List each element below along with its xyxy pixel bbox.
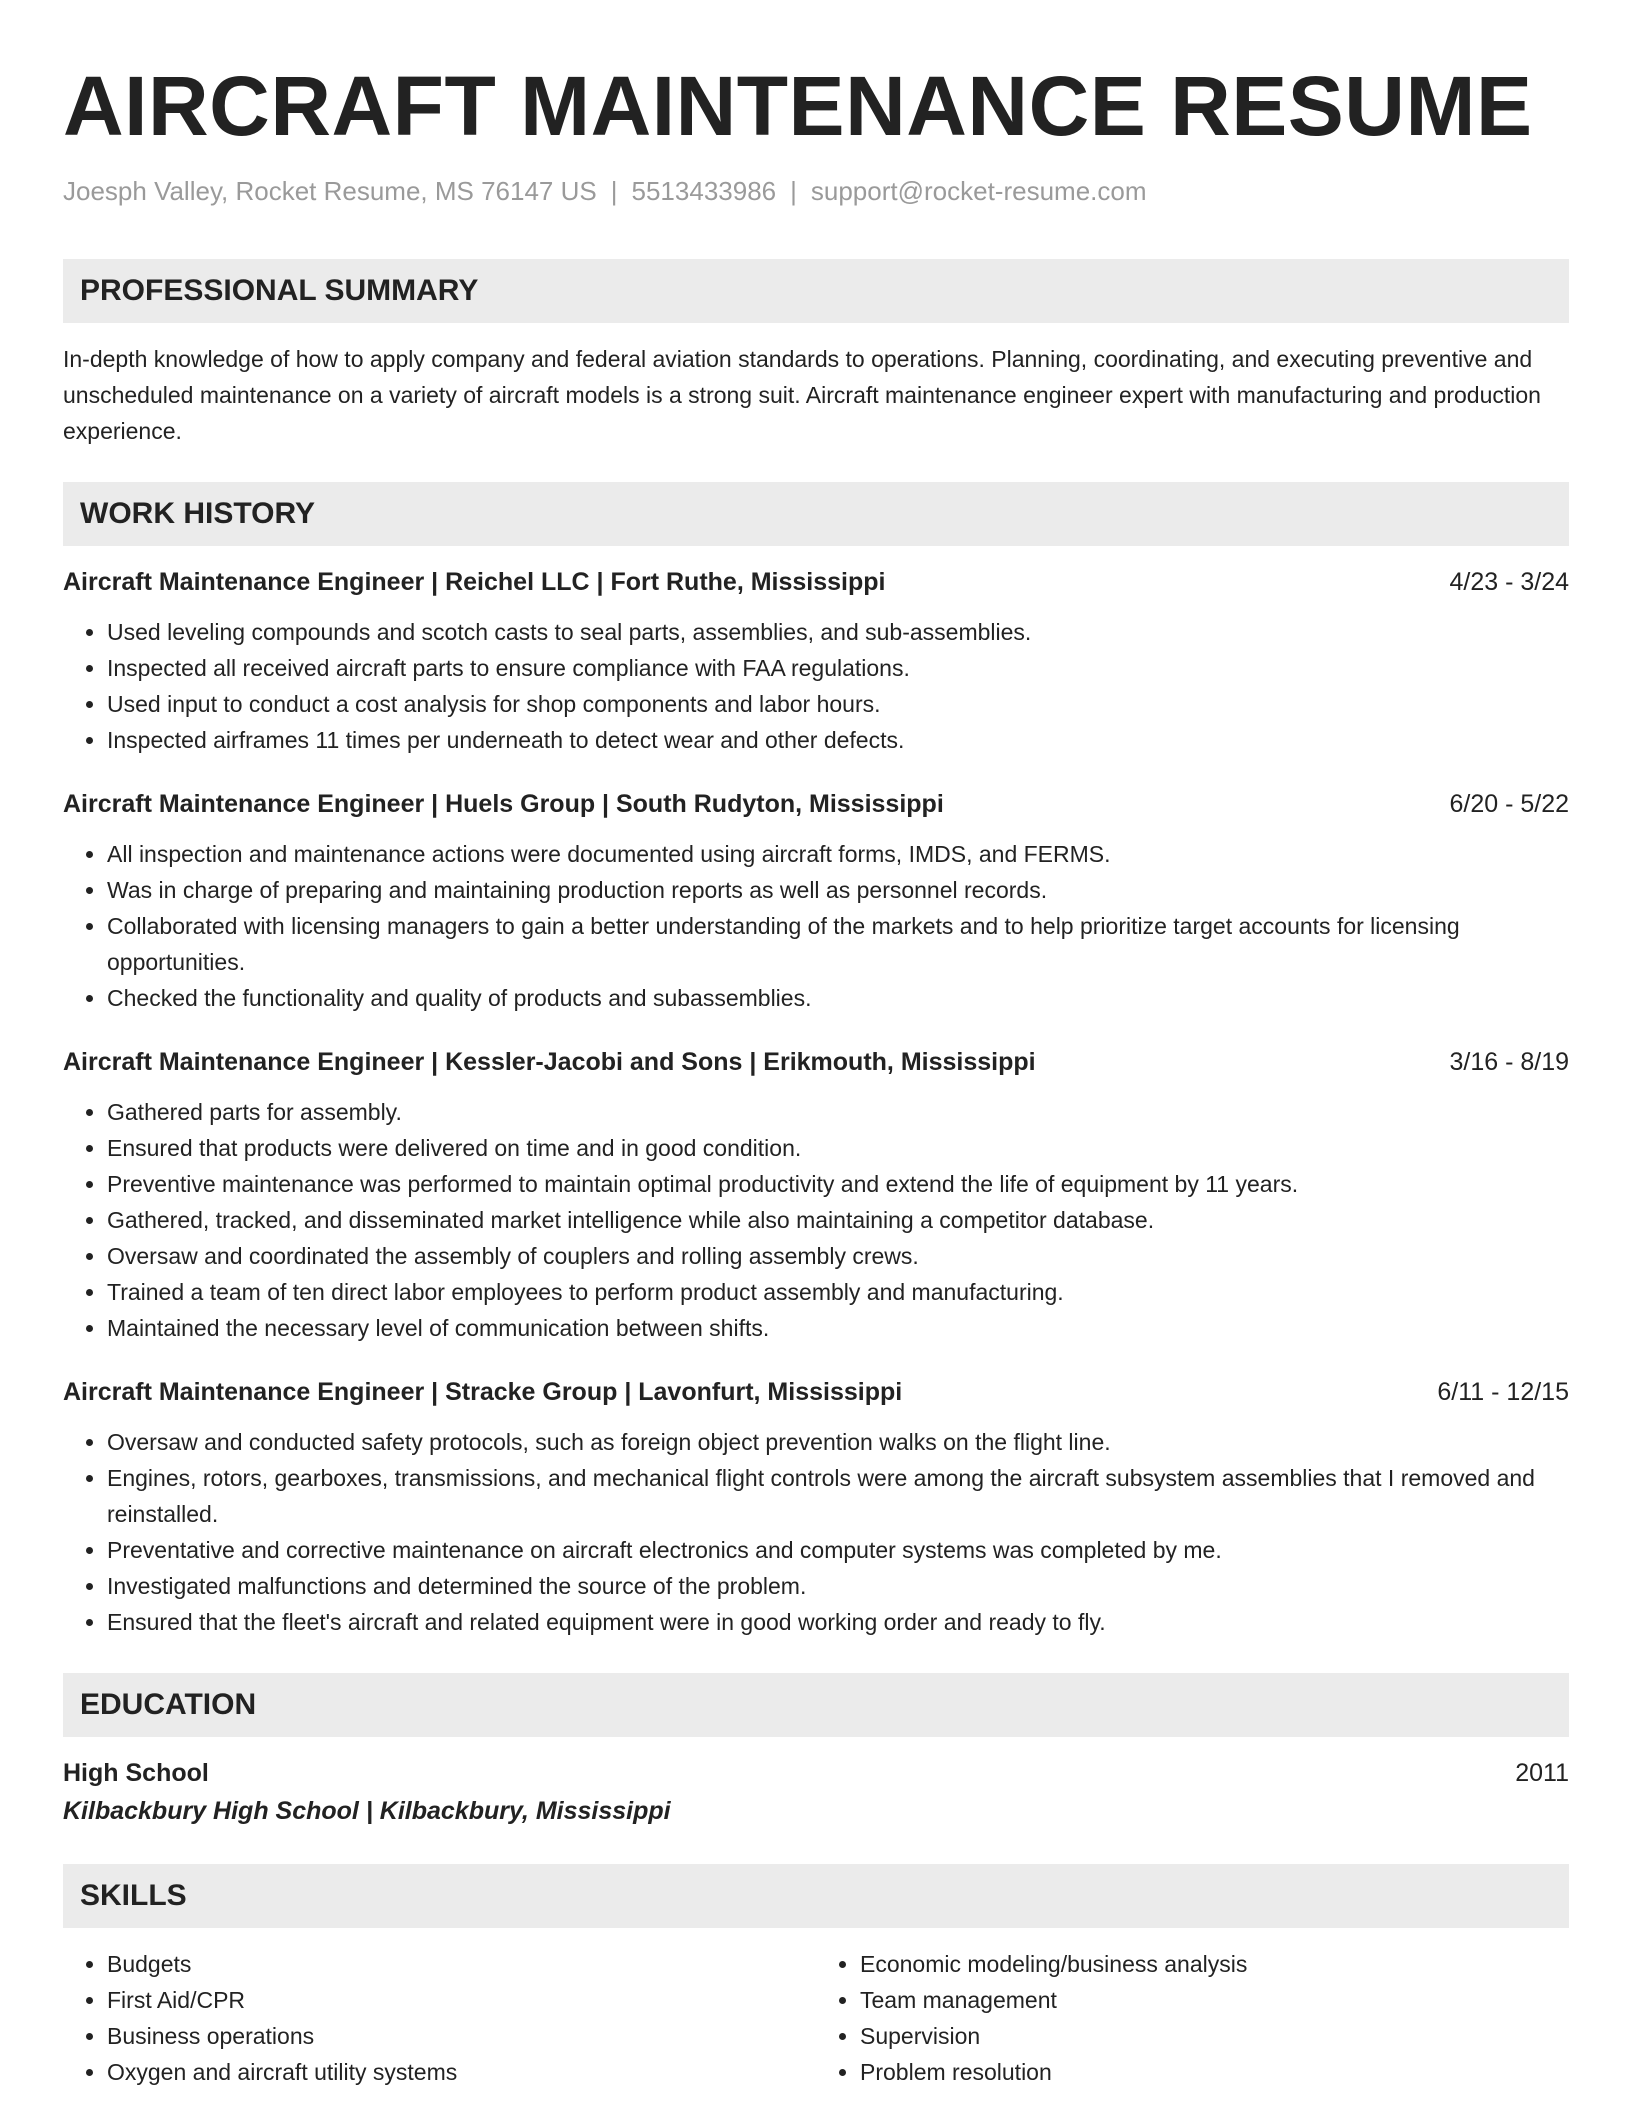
job-entry (63, 564, 1569, 758)
skill-item: • Business operations (107, 2018, 816, 2054)
job-dates: 6/20 - 5/22 (1449, 790, 1569, 818)
skills-column-right (816, 1946, 1569, 2090)
job-header (63, 1044, 1569, 1080)
job-bullet: • Inspected airframes 11 times per underneath to detect wear and other defects. (107, 722, 1569, 758)
job-bullet: • Ensured that products were delivered on time and in good condition. (107, 1130, 1569, 1166)
section-header-work-history: WORK HISTORY (63, 482, 1569, 546)
job-dates: 3/16 - 8/19 (1449, 1048, 1569, 1076)
summary-text: In-depth knowledge of how to apply company and federal aviation standards to operations. Planning, coordinating, and executing preventive and unscheduled maintenance on a variety of aircraft models is a strong suit. Aircraft maintenance engineer expert with manufacturing and production experience. (63, 346, 1541, 444)
job-bullets (63, 836, 1569, 1016)
job-bullet: • Oversaw and conducted safety protocols, such as foreign object prevention walks on the flight line. (107, 1424, 1569, 1460)
job-bullet: • Oversaw and coordinated the assembly of couplers and rolling assembly crews. (107, 1238, 1569, 1274)
skill-item: • Economic modeling/business analysis (860, 1946, 1569, 1982)
job-header (63, 564, 1569, 600)
section-header-education: EDUCATION (63, 1673, 1569, 1737)
job-bullet: • Investigated malfunctions and determined the source of the problem. (107, 1568, 1569, 1604)
job-bullet: • Gathered, tracked, and disseminated market intelligence while also maintaining a competitor database. (107, 1202, 1569, 1238)
job-title: Aircraft Maintenance Engineer | Stracke Group | Lavonfurt, Mississippi (63, 1378, 903, 1406)
job-bullet: • Inspected all received aircraft parts to ensure compliance with FAA regulations. (107, 650, 1569, 686)
job-title: Aircraft Maintenance Engineer | Kessler-Jacobi and Sons | Erikmouth, Mississippi (63, 1048, 1036, 1076)
job-bullet: • Gathered parts for assembly. (107, 1094, 1569, 1130)
skill-item: • Problem resolution (860, 2054, 1569, 2090)
skill-item: • Budgets (107, 1946, 816, 1982)
skill-item: • Team management (860, 1982, 1569, 2018)
job-bullet: • Ensured that the fleet's aircraft and related equipment were in good working order and ready to fly. (107, 1604, 1569, 1640)
contact-email: support@rocket-resume.com (810, 176, 1147, 206)
contact-address: Joesph Valley, Rocket Resume, MS 76147 US (63, 176, 597, 206)
job-bullets (63, 1424, 1569, 1640)
job-bullets (63, 614, 1569, 758)
job-header (63, 1374, 1569, 1410)
job-title: Aircraft Maintenance Engineer | Huels Group | South Rudyton, Mississippi (63, 790, 944, 818)
job-bullet: • Preventive maintenance was performed to maintain optimal productivity and extend the life of equipment by 11 years. (107, 1166, 1569, 1202)
skill-item: • Oxygen and aircraft utility systems (107, 2054, 816, 2090)
contact-phone: 5513433986 (631, 176, 777, 206)
job-bullet: • Engines, rotors, gearboxes, transmissions, and mechanical flight controls were among the aircraft subsystem assemblies that I removed and reinstalled. (107, 1460, 1569, 1532)
job-entry (63, 1044, 1569, 1346)
skill-item: • First Aid/CPR (107, 1982, 816, 2018)
job-bullet: • Used input to conduct a cost analysis for shop components and labor hours. (107, 686, 1569, 722)
section-header-skills: SKILLS (63, 1864, 1569, 1928)
contact-separator: | (610, 176, 618, 206)
education-school: Kilbackbury High School | Kilbackbury, Mississippi (63, 1797, 671, 1825)
job-entry (63, 1374, 1569, 1640)
job-dates: 4/23 - 3/24 (1449, 568, 1569, 596)
job-entry (63, 786, 1569, 1016)
work-history-list (63, 564, 1569, 1640)
job-title: Aircraft Maintenance Engineer | Reichel LLC | Fort Ruthe, Mississippi (63, 568, 886, 596)
job-bullet: • Trained a team of ten direct labor employees to perform product assembly and manufacturing. (107, 1274, 1569, 1310)
skill-item: • Supervision (860, 2018, 1569, 2054)
job-header (63, 786, 1569, 822)
skills-column-left (63, 1946, 816, 2090)
section-header-summary: PROFESSIONAL SUMMARY (63, 259, 1569, 323)
job-bullets (63, 1094, 1569, 1346)
contact-line (63, 174, 1569, 208)
skills-list (63, 1946, 1569, 2090)
education-degree: High School (63, 1759, 209, 1787)
job-bullet: • Maintained the necessary level of communication between shifts. (107, 1310, 1569, 1346)
contact-separator: | (790, 176, 797, 206)
job-bullet: • Checked the functionality and quality of products and subassemblies. (107, 980, 1569, 1016)
job-bullet: • All inspection and maintenance actions were documented using aircraft forms, IMDS, and FERMS. (107, 836, 1569, 872)
job-bullet: • Used leveling compounds and scotch casts to seal parts, assemblies, and sub-assemblies. (107, 614, 1569, 650)
education-entry (63, 1755, 1569, 1831)
resume-title: AIRCRAFT MAINTENANCE RESUME (63, 59, 1533, 153)
job-bullet: • Collaborated with licensing managers to gain a better understanding of the markets and to help prioritize target accounts for licensing opportunities. (107, 908, 1569, 980)
education-year: 2011 (1515, 1759, 1569, 1787)
job-bullet: • Was in charge of preparing and maintaining production reports as well as personnel records. (107, 872, 1569, 908)
job-bullet: • Preventative and corrective maintenance on aircraft electronics and computer systems was completed by me. (107, 1532, 1569, 1568)
job-dates: 6/11 - 12/15 (1437, 1378, 1569, 1406)
